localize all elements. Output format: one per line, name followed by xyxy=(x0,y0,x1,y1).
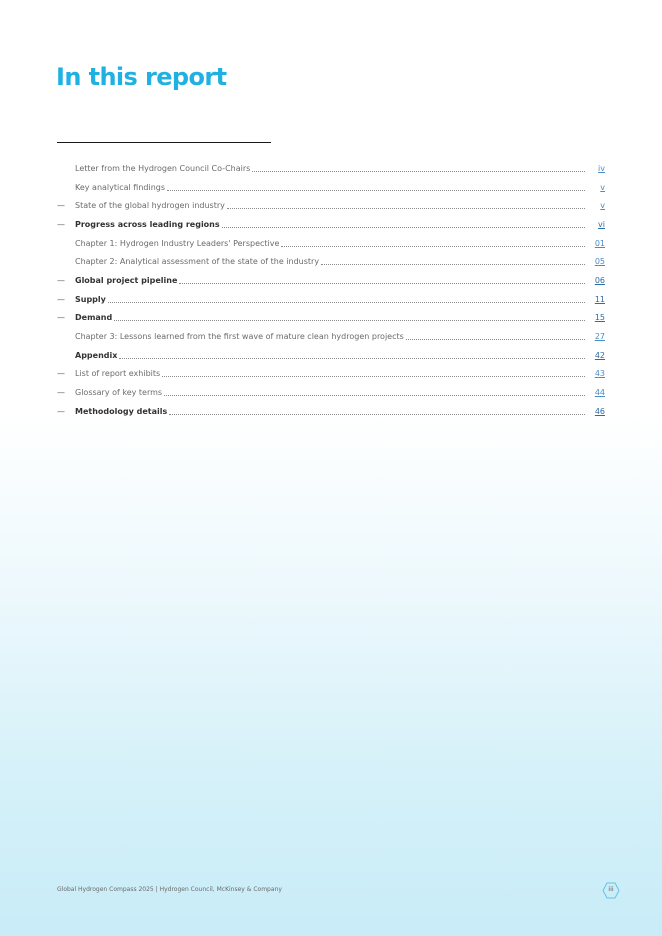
toc-entry-label[interactable]: State of the global hydrogen industry xyxy=(75,201,225,211)
toc-dash: — xyxy=(57,275,65,285)
toc-dash: — xyxy=(57,219,65,229)
toc-dash: — xyxy=(57,406,65,416)
toc-page-link[interactable]: 11 xyxy=(594,294,605,304)
footer-citation: Global Hydrogen Compass 2025 | Hydrogen Council, McKinsey & Company xyxy=(57,886,282,893)
dot-leader xyxy=(169,414,585,415)
toc-entry-letter[interactable] xyxy=(57,159,605,178)
toc-page-link[interactable]: iv xyxy=(598,163,605,173)
toc-dash: — xyxy=(57,313,65,323)
toc-entry-state-of-industry[interactable] xyxy=(57,196,605,215)
dot-leader xyxy=(119,358,585,359)
toc-entry-label[interactable]: Demand xyxy=(75,313,113,323)
toc-entry-label[interactable]: Chapter 1: Hydrogen Industry Leaders' Perspective xyxy=(75,238,280,248)
title-divider xyxy=(57,142,271,143)
toc-entry-chapter-2[interactable] xyxy=(57,252,605,271)
toc-entry-label[interactable]: Progress across leading regions xyxy=(75,219,220,229)
toc-entry-label[interactable]: Letter from the Hydrogen Council Co-Chairs xyxy=(75,163,251,173)
dot-leader xyxy=(114,320,585,321)
toc-dash: — xyxy=(57,388,65,398)
toc-entry-label[interactable]: List of report exhibits xyxy=(75,369,161,379)
toc-page-link[interactable]: 05 xyxy=(594,257,605,267)
toc-page-link[interactable]: 27 xyxy=(594,332,605,342)
dot-leader xyxy=(406,339,585,340)
dot-leader xyxy=(281,246,585,247)
toc-page-link[interactable]: vi xyxy=(598,219,605,229)
toc-page-link[interactable]: 42 xyxy=(594,350,605,360)
toc-page-link[interactable]: 43 xyxy=(594,369,605,379)
toc-entry-label[interactable]: Global project pipeline xyxy=(75,275,178,285)
toc-entry-key-findings[interactable] xyxy=(57,178,605,197)
dot-leader xyxy=(227,208,585,209)
dot-leader xyxy=(321,264,585,265)
page-title: In this report xyxy=(56,63,227,91)
toc-entry-chapter-1[interactable] xyxy=(57,234,605,253)
dot-leader xyxy=(108,302,585,303)
toc-entry-exhibits[interactable] xyxy=(57,365,605,384)
dot-leader xyxy=(162,376,585,377)
toc-dash: — xyxy=(57,369,65,379)
toc-entry-label[interactable]: Appendix xyxy=(75,350,118,360)
toc-entry-label[interactable]: Methodology details xyxy=(75,406,168,416)
toc-entry-label[interactable]: Key analytical findings xyxy=(75,182,166,192)
dot-leader xyxy=(179,283,585,284)
toc-page-link[interactable]: v xyxy=(600,182,605,192)
page-number: iii xyxy=(608,885,614,893)
toc-page-link[interactable]: 01 xyxy=(594,238,605,248)
dot-leader xyxy=(252,171,585,172)
toc-entry-supply[interactable] xyxy=(57,290,605,309)
toc-entry-leading-regions[interactable] xyxy=(57,215,605,234)
toc-page-link[interactable]: 06 xyxy=(594,275,605,285)
toc-page-link[interactable]: v xyxy=(600,201,605,211)
toc-entry-label[interactable]: Chapter 3: Lessons learned from the first wave of mature clean hydrogen projects xyxy=(75,332,404,342)
toc-entry-label[interactable]: Chapter 2: Analytical assessment of the state of the industry xyxy=(75,257,320,267)
toc-entry-demand[interactable] xyxy=(57,309,605,328)
toc-entry-methodology[interactable] xyxy=(57,402,605,421)
toc-dash: — xyxy=(57,201,65,211)
toc-entry-label[interactable]: Supply xyxy=(75,294,106,304)
toc-page-link[interactable]: 44 xyxy=(594,388,605,398)
toc-dash: — xyxy=(57,294,65,304)
toc-page-link[interactable]: 15 xyxy=(594,313,605,323)
toc-entry-project-pipeline[interactable] xyxy=(57,271,605,290)
dot-leader xyxy=(222,227,585,228)
toc-page-link[interactable]: 46 xyxy=(594,406,605,416)
toc-entry-label[interactable]: Glossary of key terms xyxy=(75,388,163,398)
toc-entry-appendix[interactable] xyxy=(57,346,605,365)
page-number-badge xyxy=(602,882,620,899)
toc-entry-glossary[interactable] xyxy=(57,383,605,402)
toc-entry-chapter-3[interactable] xyxy=(57,327,605,346)
dot-leader xyxy=(164,395,585,396)
table-of-contents xyxy=(57,159,605,421)
dot-leader xyxy=(167,190,585,191)
